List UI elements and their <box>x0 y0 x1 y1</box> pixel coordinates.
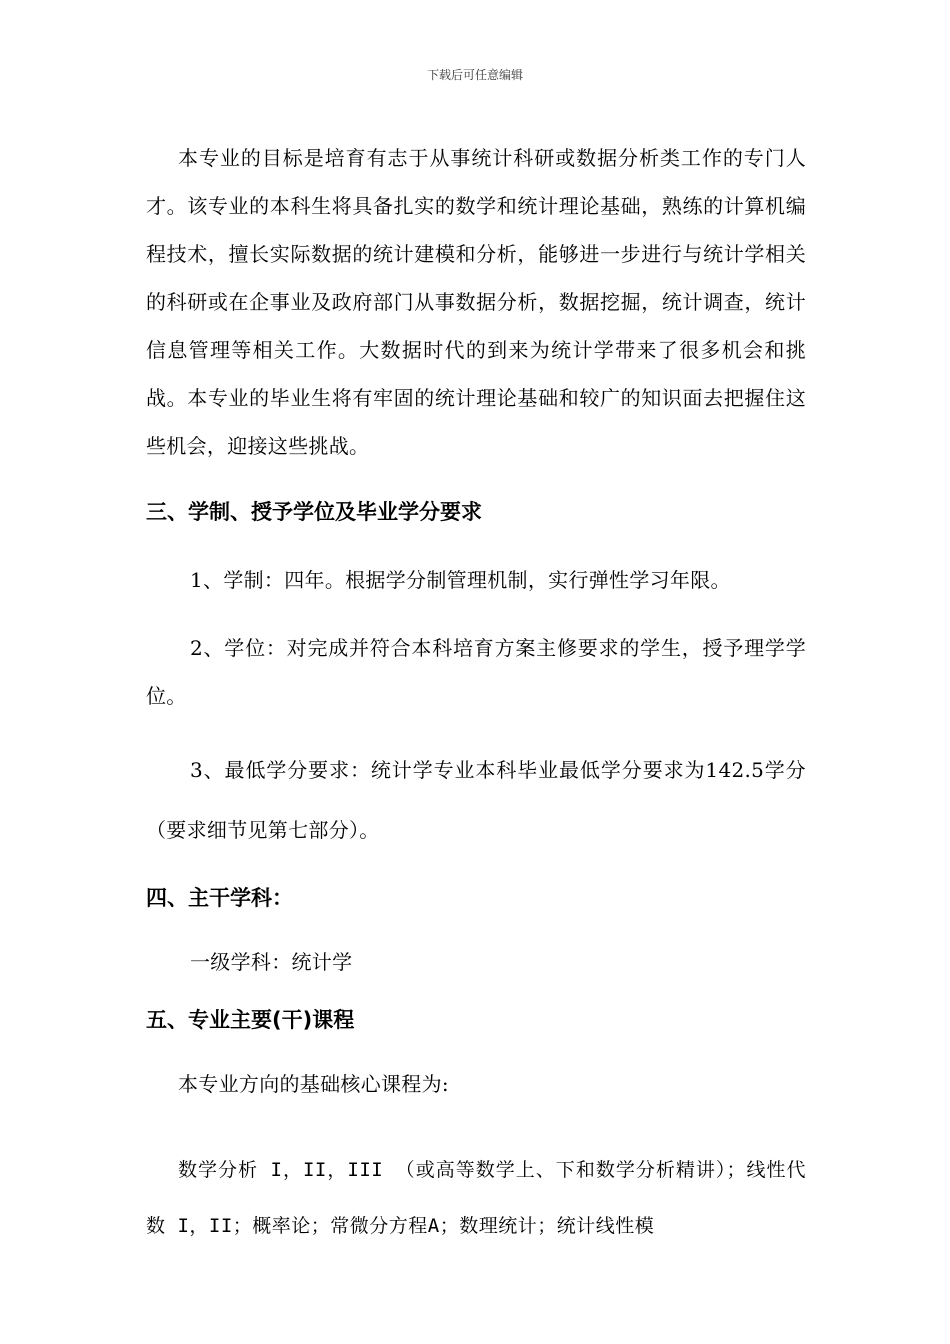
section-3-item-1: 1、学制：四年。根据学分制管理机制，实行弹性学习年限。 <box>190 568 731 592</box>
section-5-courses: 数学分析 I，II，III （或高等数学上、下和数学分析精讲）；线性代数 I，II；概率论；常微分方程A；数理统计；统计线性模 <box>146 1159 806 1237</box>
header-note: 下载后可任意编辑 <box>426 68 523 82</box>
document-body <box>146 134 806 1254</box>
section-3-heading: 三、学制、授予学位及毕业学分要求 <box>146 500 482 524</box>
intro-paragraph: 本专业的目标是培育有志于从事统计科研或数据分析类工作的专门人才。该专业的本科生将具备扎实的数学和统计理论基础，熟练的计算机编程技术，擅长实际数据的统计建模和分析，能够进一步进行与统计学相关的科研或在企事业及政府部门从事数据分析，数据挖掘，统计调查，统计信息管理等相关工作。大数据时代的到来为统计学带来了很多机会和挑战。本专业的毕业生将有牢固的统计理论基础和较广的知识面去把握住这些机会，迎接这些挑战。 <box>146 146 806 458</box>
section-5-heading: 五、专业主要(干)课程 <box>146 1008 355 1032</box>
section-4-heading: 四、主干学科： <box>146 886 293 910</box>
section-3-item-3: 3、最低学分要求：统计学专业本科毕业最低学分要求为142.5学分（要求细节见第七部分）。 <box>146 758 806 842</box>
section-4-item: 一级学科：统计学 <box>190 950 353 974</box>
section-3-item-2: 2、学位：对完成并符合本科培育方案主修要求的学生，授予理学学位。 <box>146 636 806 708</box>
section-5-intro: 本专业方向的基础核心课程为: <box>178 1072 449 1096</box>
